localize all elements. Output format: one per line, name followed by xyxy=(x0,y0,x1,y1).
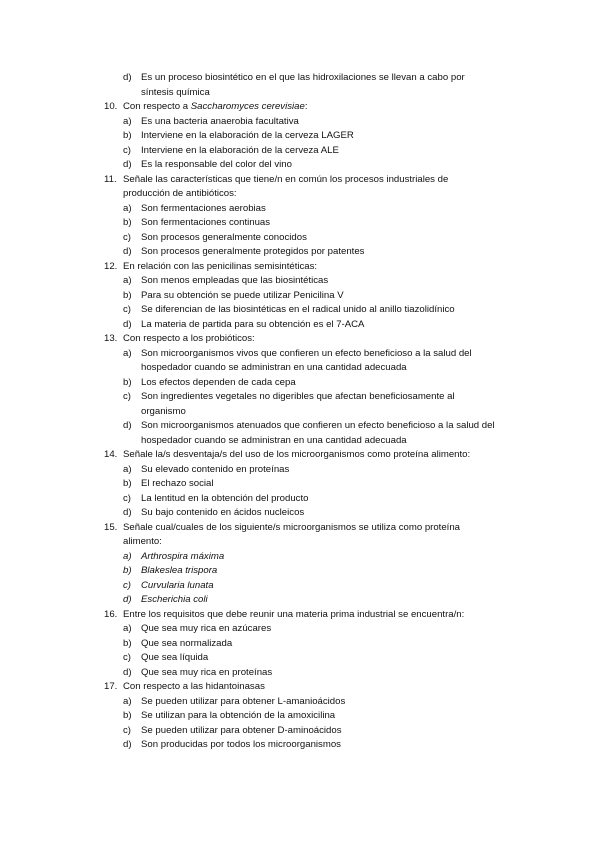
option-letter: a) xyxy=(123,203,132,214)
option-letter: d) xyxy=(123,159,132,170)
option-letter: a) xyxy=(123,348,132,359)
option-letter: a) xyxy=(123,551,132,562)
option-text-continuation: síntesis química xyxy=(141,87,210,98)
option-text: Blakeslea trispora xyxy=(141,565,218,576)
option-text: Se pueden utilizar para obtener L-amanioácidos xyxy=(141,696,346,707)
option-text: Arthrospira máxima xyxy=(141,551,225,562)
option-letter: c) xyxy=(123,145,131,156)
option-letter: c) xyxy=(123,493,131,504)
option-letter: b) xyxy=(123,565,132,576)
option-text: Interviene en la elaboración de la cerveza ALE xyxy=(141,145,339,156)
question-text: Señale cual/cuales de los siguiente/s microorganismos se utiliza como proteína xyxy=(123,522,461,533)
option-letter: c) xyxy=(123,391,131,402)
option-text: La materia de partida para su obtención es el 7-ACA xyxy=(141,319,365,330)
question-text: Con respecto a Saccharomyces cerevisiae: xyxy=(123,101,308,112)
option-text: Es la responsable del color del vino xyxy=(141,159,292,170)
option-text: Su bajo contenido en ácidos nucleicos xyxy=(141,507,305,518)
option-text: Son fermentaciones continuas xyxy=(141,217,271,228)
option-letter: d) xyxy=(123,72,132,83)
option-text: La lentitud en la obtención del producto xyxy=(141,493,309,504)
option-letter: c) xyxy=(123,725,131,736)
option-text: Para su obtención se puede utilizar Penicilina V xyxy=(141,290,344,301)
option-text: Los efectos dependen de cada cepa xyxy=(141,377,296,388)
question-text: Señale las características que tiene/n en común los procesos industriales de xyxy=(123,174,449,185)
question-number: 13. xyxy=(104,333,118,344)
option-text: Que sea muy rica en proteínas xyxy=(141,667,273,678)
question-number: 11. xyxy=(104,174,117,185)
option-letter: a) xyxy=(123,464,132,475)
question-text: Señale la/s desventaja/s del uso de los microorganismos como proteína alimento: xyxy=(123,449,471,460)
option-letter: a) xyxy=(123,623,132,634)
question-number: 14. xyxy=(104,449,118,460)
option-text: Interviene en la elaboración de la cerveza LAGER xyxy=(141,130,354,141)
option-text: Son ingredientes vegetales no digeribles que afectan beneficiosamente al xyxy=(141,391,455,402)
option-letter: d) xyxy=(123,594,132,605)
option-letter: b) xyxy=(123,217,132,228)
option-letter: d) xyxy=(123,739,132,750)
question-number: 15. xyxy=(104,522,118,533)
question-number: 10. xyxy=(104,101,118,112)
option-letter: b) xyxy=(123,377,132,388)
question-text: En relación con las penicilinas semisintéticas: xyxy=(123,261,318,272)
option-text: Son fermentaciones aerobias xyxy=(141,203,266,214)
option-text: Que sea líquida xyxy=(141,652,209,663)
question-text: Con respecto a las hidantoinasas xyxy=(123,681,265,692)
option-text-continuation: hospedador cuando se administran en una cantidad adecuada xyxy=(141,362,407,373)
option-text: Son procesos generalmente conocidos xyxy=(141,232,307,243)
option-letter: d) xyxy=(123,420,132,431)
option-letter: d) xyxy=(123,507,132,518)
option-letter: b) xyxy=(123,478,132,489)
option-letter: d) xyxy=(123,319,132,330)
option-text: Que sea normalizada xyxy=(141,638,233,649)
option-letter: d) xyxy=(123,246,132,257)
option-letter: a) xyxy=(123,696,132,707)
option-text: Escherichia coli xyxy=(141,594,208,605)
question-number: 16. xyxy=(104,609,118,620)
option-letter: b) xyxy=(123,130,132,141)
option-letter: a) xyxy=(123,116,132,127)
option-letter: d) xyxy=(123,667,132,678)
option-letter: c) xyxy=(123,304,131,315)
option-text: Son producidas por todos los microorganismos xyxy=(141,739,341,750)
option-text: Son microorganismos vivos que confieren un efecto beneficioso a la salud del xyxy=(141,348,472,359)
question-text-continuation: producción de antibióticos: xyxy=(123,188,237,199)
question-text: Con respecto a los probióticos: xyxy=(123,333,255,344)
species-name: Saccharomyces cerevisiae xyxy=(190,101,305,112)
option-text: Curvularia lunata xyxy=(141,580,214,591)
question-text-continuation: alimento: xyxy=(123,536,162,547)
option-text-continuation: hospedador cuando se administran en una cantidad adecuada xyxy=(141,435,407,446)
option-text: Son microorganismos atenuados que confieren un efecto beneficioso a la salud del xyxy=(141,420,495,431)
option-text: Son menos empleadas que las biosintéticas xyxy=(141,275,329,286)
question-text: Entre los requisitos que debe reunir una materia prima industrial se encuentra/n: xyxy=(123,609,465,620)
option-letter: c) xyxy=(123,580,131,591)
option-text: Son procesos generalmente protegidos por patentes xyxy=(141,246,365,257)
option-text-continuation: organismo xyxy=(141,406,186,417)
option-text: El rechazo social xyxy=(141,478,214,489)
option-letter: b) xyxy=(123,290,132,301)
option-text: Se utilizan para la obtención de la amoxicilina xyxy=(141,710,336,721)
option-letter: c) xyxy=(123,652,131,663)
question-number: 12. xyxy=(104,261,118,272)
option-text: Es una bacteria anaerobia facultativa xyxy=(141,116,299,127)
option-letter: c) xyxy=(123,232,131,243)
option-letter: a) xyxy=(123,275,132,286)
option-letter: b) xyxy=(123,638,132,649)
option-text: Se diferencian de las biosintéticas en el radical unido al anillo tiazolidínico xyxy=(141,304,455,315)
option-letter: b) xyxy=(123,710,132,721)
question-number: 17. xyxy=(104,681,118,692)
option-text: Es un proceso biosintético en el que las hidroxilaciones se llevan a cabo por xyxy=(141,72,465,83)
option-text: Que sea muy rica en azúcares xyxy=(141,623,272,634)
option-text: Su elevado contenido en proteínas xyxy=(141,464,290,475)
option-text: Se pueden utilizar para obtener D-aminoácidos xyxy=(141,725,342,736)
